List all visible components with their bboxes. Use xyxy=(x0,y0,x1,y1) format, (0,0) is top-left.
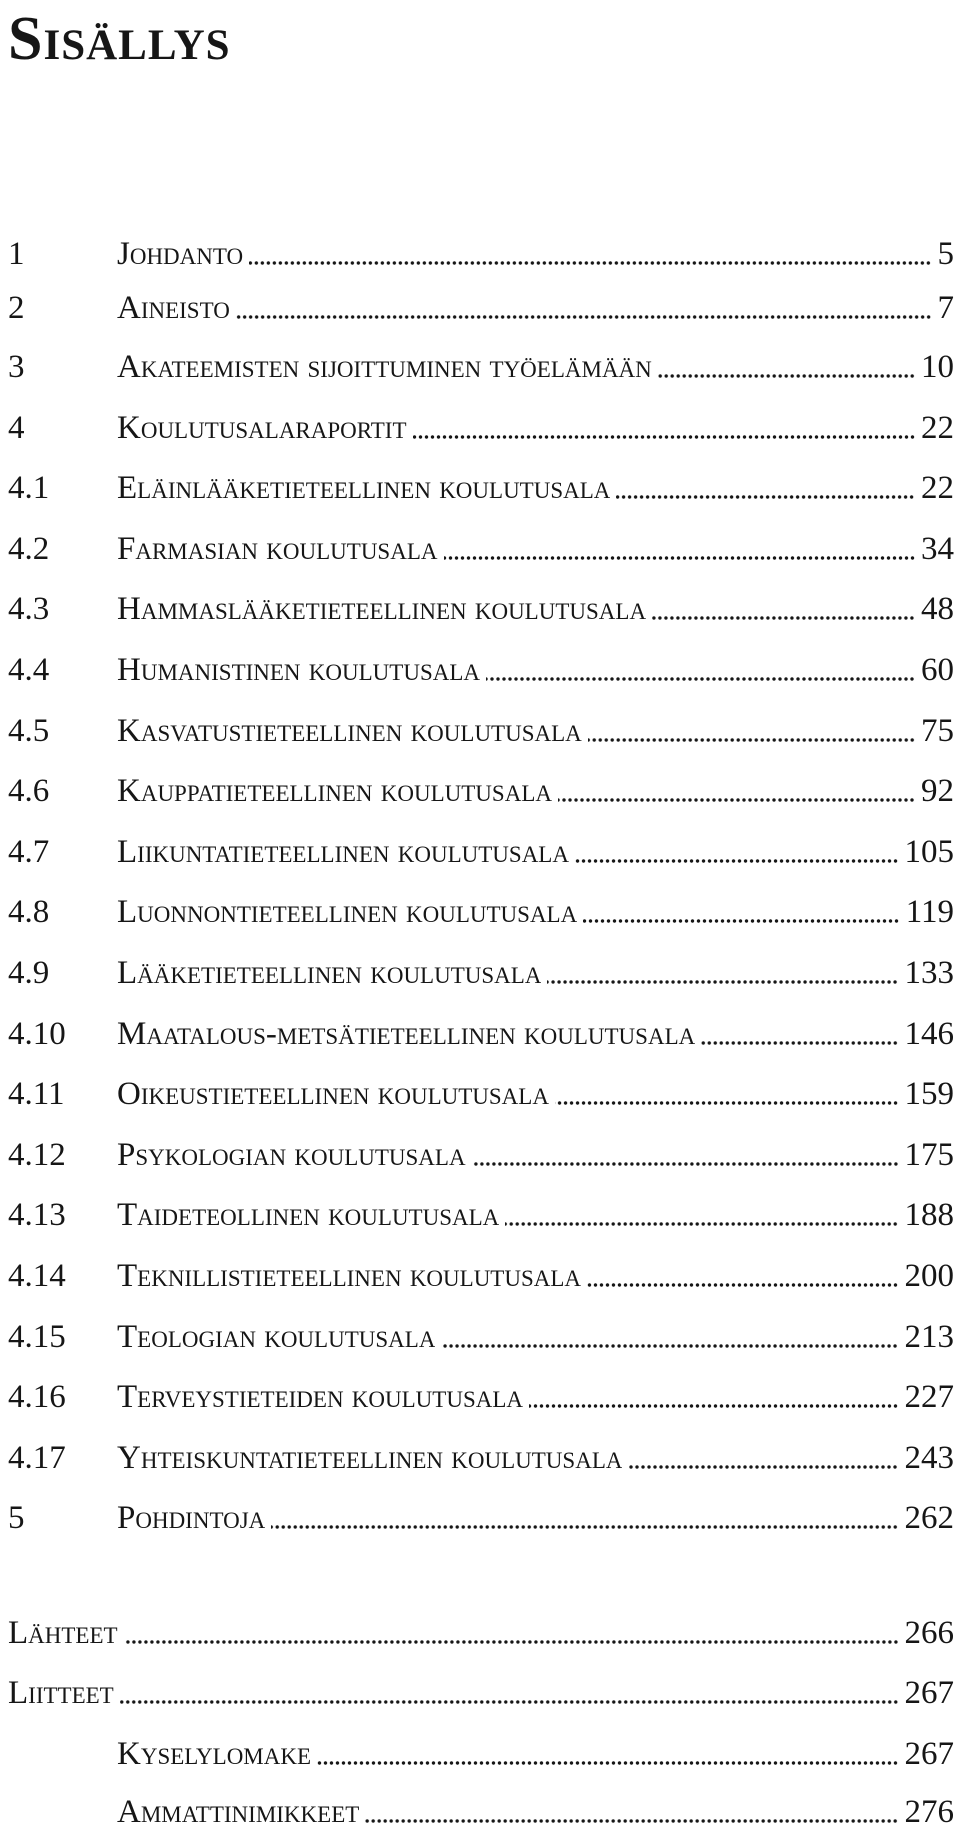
toc-entry-title: Liikuntatieteellinen koulutusala xyxy=(117,834,569,870)
toc-entry-number: 4.7 xyxy=(8,834,50,870)
toc-entry[interactable] xyxy=(8,889,954,935)
toc-entry-page: 243 xyxy=(904,1440,954,1476)
toc-entry[interactable] xyxy=(8,1314,954,1360)
dot-leader xyxy=(486,677,915,681)
toc-entry-page: 92 xyxy=(921,773,954,809)
toc-entry-title: Luonnontieteellinen koulutusala xyxy=(117,894,578,930)
toc-entry-appendix[interactable] xyxy=(117,1731,954,1777)
toc-entry-title: Lääketieteellinen koulutusala xyxy=(117,955,542,991)
toc-entry[interactable] xyxy=(8,768,954,814)
toc-entry-page: 159 xyxy=(904,1076,954,1112)
dot-leader xyxy=(558,798,915,802)
dot-leader xyxy=(505,1222,898,1226)
toc-entry-number: 4.3 xyxy=(8,591,50,627)
toc-entry-number: 4.5 xyxy=(8,713,50,749)
toc-entry-title: Yhteiskuntatieteellinen koulutusala xyxy=(117,1440,623,1476)
toc-entry-page: 133 xyxy=(904,955,954,991)
toc-entry-number: 2 xyxy=(8,290,25,326)
toc-entry[interactable] xyxy=(8,1495,954,1541)
toc-entry-references[interactable] xyxy=(8,1610,954,1656)
dot-leader xyxy=(547,980,898,984)
toc-entry-page: 267 xyxy=(904,1675,954,1711)
toc-entry-number: 4.16 xyxy=(8,1379,66,1415)
toc-entry-number: 4 xyxy=(8,410,25,446)
toc-entry-page: 146 xyxy=(904,1016,954,1052)
dot-leader xyxy=(628,1465,898,1469)
toc-entry-number: 4.17 xyxy=(8,1440,66,1476)
toc-entry[interactable] xyxy=(8,950,954,996)
dot-leader xyxy=(588,738,915,742)
toc-entry-title: Farmasian koulutusala xyxy=(117,531,438,567)
dot-leader xyxy=(236,315,932,319)
toc-entry[interactable] xyxy=(8,1071,954,1117)
toc-entry-number: 4.1 xyxy=(8,470,50,506)
dot-leader xyxy=(658,374,915,378)
toc-entry-title: Terveystieteiden koulutusala xyxy=(117,1379,524,1415)
toc-entry[interactable] xyxy=(8,1253,954,1299)
toc-entry-page: 75 xyxy=(921,713,954,749)
toc-entry-page: 200 xyxy=(904,1258,954,1294)
toc-entry-number: 4.9 xyxy=(8,955,50,991)
toc-entry-page: 227 xyxy=(904,1379,954,1415)
toc-entry-page: 7 xyxy=(937,290,954,326)
toc-entry[interactable] xyxy=(8,829,954,875)
dot-leader xyxy=(583,919,900,923)
toc-entry[interactable] xyxy=(8,526,954,572)
toc-entry-page: 48 xyxy=(921,591,954,627)
toc-entry-title: Kasvatustieteellinen koulutusala xyxy=(117,713,582,749)
toc-entry-title: Pohdintoja xyxy=(117,1500,266,1536)
toc-entry-title: Taideteollinen koulutusala xyxy=(117,1197,500,1233)
toc-entry-number: 4.11 xyxy=(8,1076,65,1112)
toc-entry-page: 188 xyxy=(904,1197,954,1233)
toc-entry[interactable] xyxy=(8,1011,954,1057)
toc-entry[interactable] xyxy=(8,647,954,693)
toc-entry[interactable] xyxy=(8,405,954,451)
dot-leader xyxy=(124,1640,899,1644)
toc-entry-appendix[interactable] xyxy=(117,1789,954,1835)
toc-entry-title: Humanistinen koulutusala xyxy=(117,652,480,688)
toc-entry[interactable] xyxy=(8,344,954,390)
dot-leader xyxy=(365,1819,898,1823)
toc-entry-page: 22 xyxy=(921,470,954,506)
dot-leader xyxy=(441,1344,898,1348)
toc-entry-title: Oikeustieteellinen koulutusala xyxy=(117,1076,549,1112)
toc-entry-number: 4.6 xyxy=(8,773,50,809)
toc-entry-title: Johdanto xyxy=(117,236,244,272)
toc-entry-number: 4.14 xyxy=(8,1258,66,1294)
toc-entry-number: 1 xyxy=(8,236,25,272)
dot-leader xyxy=(249,261,931,265)
toc-entry[interactable] xyxy=(8,1435,954,1481)
toc-entry-title: Hammaslääketieteellinen koulutusala xyxy=(117,591,647,627)
dot-leader xyxy=(701,1041,898,1045)
toc-entry-title: Kauppatieteellinen koulutusala xyxy=(117,773,552,809)
dot-leader xyxy=(616,495,915,499)
toc-entry-number: 3 xyxy=(8,349,25,385)
toc-entry-title: Lähteet xyxy=(8,1615,118,1651)
toc-entry-page: 175 xyxy=(904,1137,954,1173)
dot-leader xyxy=(317,1761,898,1765)
toc-entry[interactable] xyxy=(8,285,954,331)
dot-leader xyxy=(413,435,916,439)
toc-entry-title: Maatalous-metsätieteellinen koulutusala xyxy=(117,1016,696,1052)
toc-entry[interactable] xyxy=(8,465,954,511)
dot-leader xyxy=(555,1101,899,1105)
toc-entry-appendices[interactable] xyxy=(8,1670,954,1716)
toc-entry-title: Eläinlääketieteellinen koulutusala xyxy=(117,470,611,506)
page-title: Sisällys xyxy=(8,5,231,73)
toc-entry[interactable] xyxy=(8,1192,954,1238)
dot-leader xyxy=(587,1283,898,1287)
toc-entry[interactable] xyxy=(8,586,954,632)
dot-leader xyxy=(472,1162,899,1166)
toc-entry-title: Psykologian koulutusala xyxy=(117,1137,466,1173)
toc-entry-title: Koulutusalaraportit xyxy=(117,410,407,446)
toc-entry-title: Teknillistieteellinen koulutusala xyxy=(117,1258,582,1294)
toc-entry-page: 119 xyxy=(905,894,954,930)
dot-leader xyxy=(652,616,915,620)
toc-entry-page: 262 xyxy=(904,1500,954,1536)
toc-entry-page: 105 xyxy=(904,834,954,870)
toc-entry-number: 4.10 xyxy=(8,1016,66,1052)
dot-leader xyxy=(575,859,899,863)
toc-entry-page: 34 xyxy=(921,531,954,567)
dot-leader xyxy=(444,556,916,560)
toc-entry-page: 266 xyxy=(904,1615,954,1651)
toc-entry-page: 5 xyxy=(937,236,954,272)
toc-entry-title: Aineisto xyxy=(117,290,230,326)
toc-entry-number: 4.15 xyxy=(8,1319,66,1355)
toc-entry-number: 4.8 xyxy=(8,894,50,930)
toc-entry-page: 60 xyxy=(921,652,954,688)
toc-entry-number: 4.4 xyxy=(8,652,50,688)
dot-leader xyxy=(120,1700,899,1704)
toc-entry-title: Akateemisten sijoittuminen työelämään xyxy=(117,349,652,385)
toc-entry-page: 276 xyxy=(904,1794,954,1830)
toc-entry-title: Ammattinimikkeet xyxy=(117,1794,360,1830)
toc-entry-title: Liitteet xyxy=(8,1675,114,1711)
dot-leader xyxy=(271,1525,898,1529)
toc-entry-number: 5 xyxy=(8,1500,25,1536)
dot-leader xyxy=(529,1404,898,1408)
toc-entry-title: Teologian koulutusala xyxy=(117,1319,436,1355)
toc-entry-number: 4.2 xyxy=(8,531,50,567)
toc-entry[interactable] xyxy=(8,1132,954,1178)
toc-entry[interactable] xyxy=(8,1374,954,1420)
toc-entry-number: 4.12 xyxy=(8,1137,66,1173)
toc-entry-page: 10 xyxy=(921,349,954,385)
toc-entry-page: 22 xyxy=(921,410,954,446)
toc-entry-page: 267 xyxy=(904,1736,954,1772)
toc-entry-number: 4.13 xyxy=(8,1197,66,1233)
toc-entry[interactable] xyxy=(8,708,954,754)
toc-entry-title: Kyselylomake xyxy=(117,1736,312,1772)
toc-entry-page: 213 xyxy=(904,1319,954,1355)
toc-entry[interactable] xyxy=(8,231,954,277)
